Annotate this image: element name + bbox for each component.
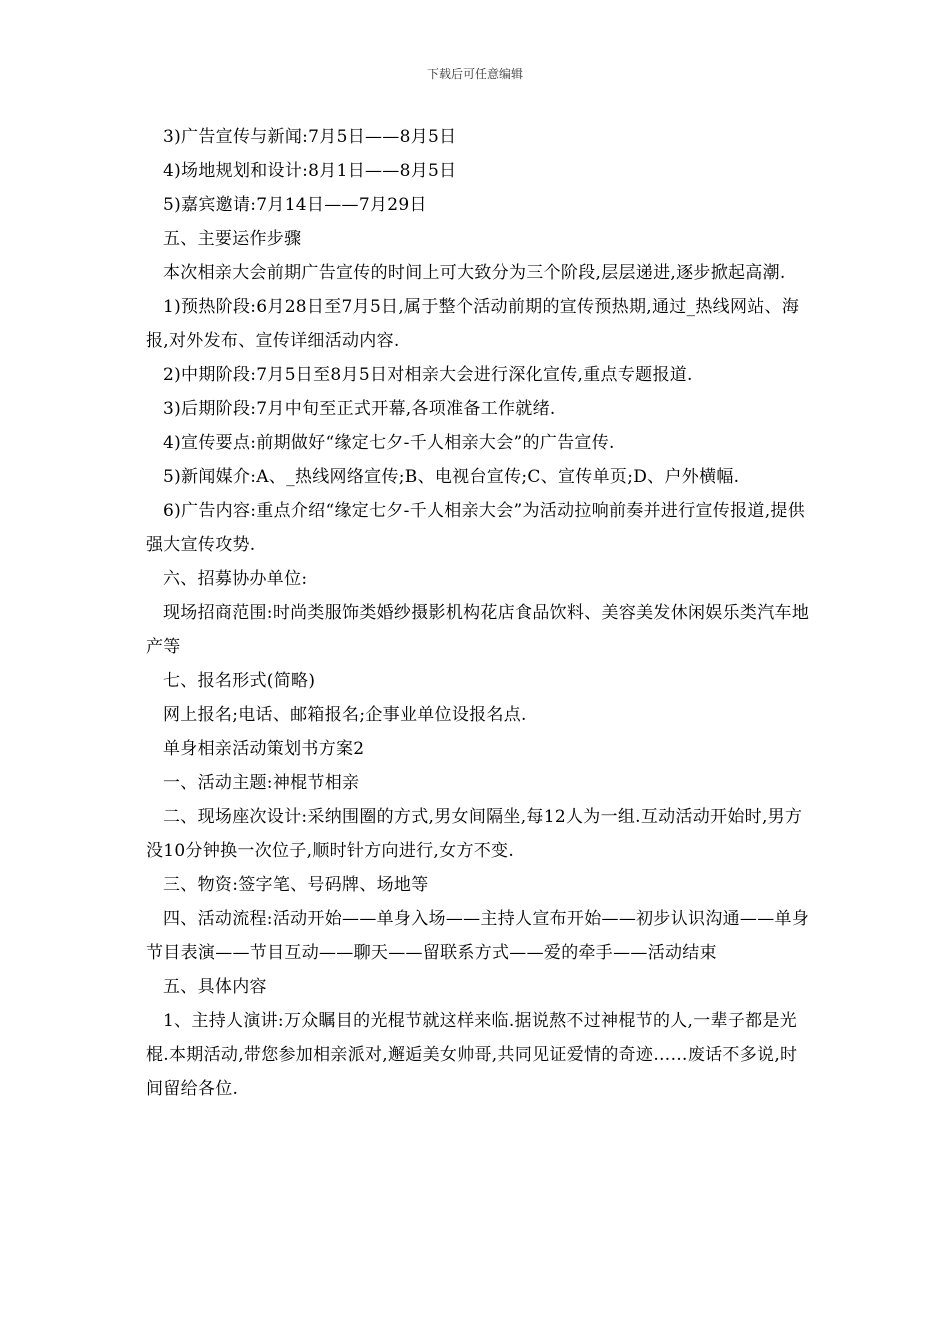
paragraph: 1、主持人演讲:万众瞩目的光棍节就这样来临.据说熬不过神棍节的人,一辈子都是光棍.本期活动,带您参加相亲派对,邂逅美女帅哥,共同见证爱情的奇迹……废话不多说,时间留给各位. [146, 1011, 798, 1099]
paragraph: 本次相亲大会前期广告宣传的时间上可大致分为三个阶段,层层递进,逐步掀起高潮. [163, 263, 786, 283]
paragraph: 3)广告宣传与新闻:7月5日——8月5日 [163, 127, 457, 147]
paragraph: 5)嘉宾邀请:7月14日——7月29日 [163, 195, 427, 215]
section-heading: 七、报名形式(简略) [163, 671, 316, 691]
section-heading: 五、具体内容 [163, 977, 267, 997]
paragraph: 四、活动流程:活动开始——单身入场——主持人宣布开始——初步认识沟通——单身节目表演——节目互动——聊天——留联系方式——爱的牵手——活动结束 [146, 909, 810, 963]
paragraph: 4)宣传要点:前期做好“缘定七夕-千人相亲大会”的广告宣传. [163, 433, 615, 453]
document-subtitle: 单身相亲活动策划书方案2 [163, 739, 365, 759]
paragraph: 三、物资:签字笔、号码牌、场地等 [163, 875, 429, 895]
section-heading: 六、招募协办单位: [163, 569, 308, 589]
section-heading: 一、活动主题:神棍节相亲 [163, 773, 360, 793]
paragraph: 2)中期阶段:7月5日至8月5日对相亲大会进行深化宣传,重点专题报道. [163, 365, 693, 385]
paragraph: 6)广告内容:重点介绍“缘定七夕-千人相亲大会”为活动拉响前奏并进行宣传报道,提供强大宣传攻势. [146, 501, 806, 555]
paragraph: 4)场地规划和设计:8月1日——8月5日 [163, 161, 457, 181]
paragraph: 1)预热阶段:6月28日至7月5日,属于整个活动前期的宣传预热期,通过_热线网站、海报,对外发布、宣传详细活动内容. [146, 297, 800, 351]
paragraph: 网上报名;电话、邮箱报名;企事业单位设报名点. [163, 705, 527, 725]
paragraph: 二、现场座次设计:采纳围圈的方式,男女间隔坐,每12人为一组.互动活动开始时,男方没10分钟换一次位子,顺时针方向进行,女方不变. [146, 807, 803, 861]
paragraph: 3)后期阶段:7月中旬至正式开幕,各项准备工作就绪. [163, 399, 556, 419]
page-header-note: 下载后可任意编辑 [426, 67, 523, 81]
paragraph: 5)新闻媒介:A、_热线网络宣传;B、电视台宣传;C、宣传单页;D、户外横幅. [163, 467, 740, 487]
section-heading: 五、主要运作步骤 [163, 229, 302, 249]
document-body [146, 120, 810, 1106]
paragraph: 现场招商范围:时尚类服饰类婚纱摄影机构花店食品饮料、美容美发休闲娱乐类汽车地产等 [146, 603, 810, 657]
